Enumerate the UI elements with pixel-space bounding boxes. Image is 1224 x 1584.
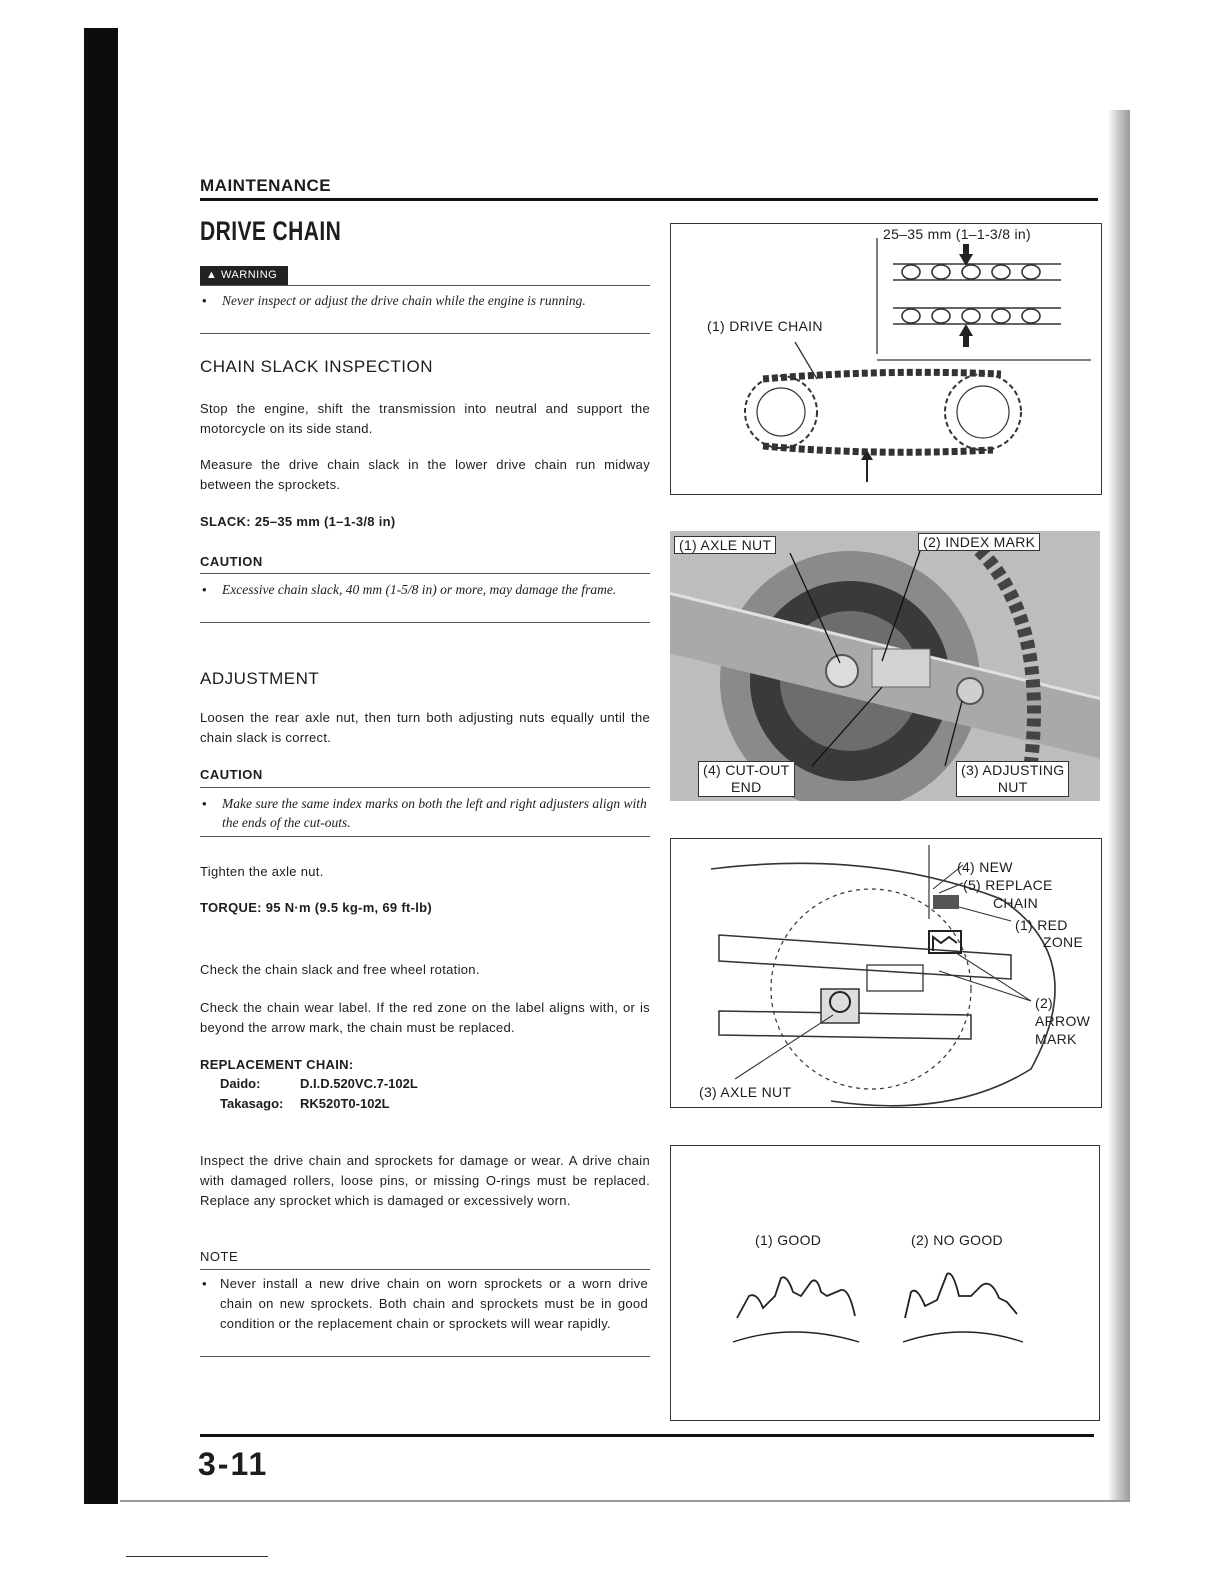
inspection-heading: CHAIN SLACK INSPECTION bbox=[200, 357, 433, 376]
replacement-heading: REPLACEMENT CHAIN: bbox=[200, 1057, 354, 1072]
inspection-caution-text: Excessive chain slack, 40 mm (1-5/8 in) or more, may damage the frame. bbox=[222, 582, 617, 597]
scan-bottom-edge bbox=[120, 1500, 1130, 1502]
inspection-paragraph-2: Measure the drive chain slack in the lower drive chain run midway between the sprockets. bbox=[200, 457, 650, 492]
caution-rule-top bbox=[200, 573, 650, 574]
warning-bullet: • bbox=[202, 293, 207, 308]
arrow-mark-label-1: (2) bbox=[1035, 995, 1054, 1011]
cut-out-label-line-2: END bbox=[731, 779, 762, 795]
drive-chain-label: (1) DRIVE CHAIN bbox=[707, 318, 823, 334]
axle-nut-label: (1) AXLE NUT bbox=[674, 536, 776, 554]
warning-text: Never inspect or adjust the drive chain while the engine is running. bbox=[222, 293, 586, 308]
figure-sprocket-wear bbox=[670, 1145, 1100, 1421]
red-zone-label-1: (1) RED bbox=[1015, 917, 1068, 933]
footer-line bbox=[126, 1556, 268, 1557]
adjusting-nut-label bbox=[956, 761, 1069, 797]
note-text: Never install a new drive chain on worn sprockets or a worn drive chain on new sprockets. Both chain and sprockets must be in good condition or the replacement chain or sprockets will wear rapidly. bbox=[220, 1276, 648, 1331]
figure-drive-chain-slack bbox=[670, 223, 1102, 495]
section-heading: MAINTENANCE bbox=[200, 176, 332, 195]
warning-rule-top bbox=[200, 285, 650, 286]
check-slack-text: Check the chain slack and free wheel rotation. bbox=[200, 962, 480, 977]
torque-spec: TORQUE: 95 N·m (9.5 kg-m, 69 ft-lb) bbox=[200, 900, 433, 915]
slack-dimension-label: 25–35 mm (1–1-3/8 in) bbox=[883, 226, 1031, 242]
scan-binding-edge bbox=[84, 28, 118, 1504]
warning-rule-bottom bbox=[200, 333, 650, 334]
note-bullet: • bbox=[202, 1276, 207, 1291]
adj-caution-rule-top bbox=[200, 787, 650, 788]
replacement-maker-1: Daido: bbox=[220, 1076, 261, 1091]
warning-triangle-icon: ▲ bbox=[206, 269, 218, 281]
replace-label: (5) REPLACE bbox=[963, 877, 1053, 893]
chain-slack-illustration bbox=[671, 224, 1103, 496]
note-rule-top bbox=[200, 1269, 650, 1270]
page-number: 3-11 bbox=[198, 1446, 269, 1482]
slack-spec: SLACK: 25–35 mm (1–1-3/8 in) bbox=[200, 514, 396, 529]
adjustment-paragraph-1: Loosen the rear axle nut, then turn both adjusting nuts equally until the chain slack is correct. bbox=[200, 710, 650, 745]
section-rule bbox=[200, 198, 1098, 201]
page-title: DRIVE CHAIN bbox=[200, 216, 342, 246]
figure-chain-wear-label bbox=[670, 838, 1102, 1108]
axle-nut-label-fig3: (3) AXLE NUT bbox=[699, 1084, 792, 1100]
arrow-mark-label-3: MARK bbox=[1035, 1031, 1077, 1047]
caution-rule-bottom bbox=[200, 622, 650, 623]
replacement-maker-2: Takasago: bbox=[220, 1096, 284, 1111]
arrow-mark-label-2: ARROW bbox=[1035, 1013, 1091, 1029]
no-good-label: (2) NO GOOD bbox=[911, 1232, 1003, 1248]
page-rule bbox=[200, 1434, 1094, 1437]
adjusting-label-line-1: (3) ADJUSTING bbox=[961, 762, 1065, 778]
wear-label-text: Check the chain wear label. If the red zone on the label aligns with, or is beyond the arrow mark, the chain must be replaced. bbox=[200, 1000, 650, 1035]
note-label: NOTE bbox=[200, 1249, 239, 1264]
adjustment-heading: ADJUSTMENT bbox=[200, 669, 320, 688]
cut-out-label-line-1: (4) CUT-OUT bbox=[703, 762, 790, 778]
replacement-part-2: RK520T0-102L bbox=[300, 1096, 390, 1111]
tighten-text: Tighten the axle nut. bbox=[200, 864, 324, 879]
inspect-sprocket-text: Inspect the drive chain and sprockets for damage or wear. A drive chain with damaged rollers, loose pins, or missing O-rings must be replaced. Replace any sprocket which is damaged or excessively worn. bbox=[200, 1153, 650, 1208]
inspection-caution-label: CAUTION bbox=[200, 554, 263, 569]
red-zone-label-2: ZONE bbox=[1043, 934, 1084, 950]
figure-axle-adjuster-photo bbox=[670, 531, 1100, 801]
adjustment-caution-label: CAUTION bbox=[200, 767, 263, 782]
adjustment-caution-text: Make sure the same index marks on both the left and right adjusters align with the ends of the cut-outs. bbox=[222, 796, 647, 830]
adjusting-label-line-2: NUT bbox=[997, 779, 1028, 795]
new-label: (4) NEW bbox=[957, 859, 1013, 875]
adj-caution-bullet: • bbox=[202, 796, 207, 811]
caution-bullet: • bbox=[202, 582, 207, 597]
scan-page-shadow bbox=[1108, 110, 1130, 1502]
replacement-part-1: D.I.D.520VC.7-102L bbox=[300, 1076, 418, 1091]
note-rule-bottom bbox=[200, 1356, 650, 1357]
inspection-paragraph-1: Stop the engine, shift the transmission into neutral and support the motorcycle on its side stand. bbox=[200, 401, 650, 436]
warning-badge bbox=[200, 266, 288, 285]
chain-label: CHAIN bbox=[993, 895, 1039, 911]
warning-badge-label: WARNING bbox=[220, 269, 278, 281]
good-label: (1) GOOD bbox=[755, 1232, 822, 1248]
cut-out-end-label bbox=[698, 761, 795, 797]
index-mark-label: (2) INDEX MARK bbox=[918, 533, 1040, 551]
adj-caution-rule-bottom bbox=[200, 836, 650, 837]
sprocket-teeth-illustration bbox=[671, 1146, 1101, 1422]
